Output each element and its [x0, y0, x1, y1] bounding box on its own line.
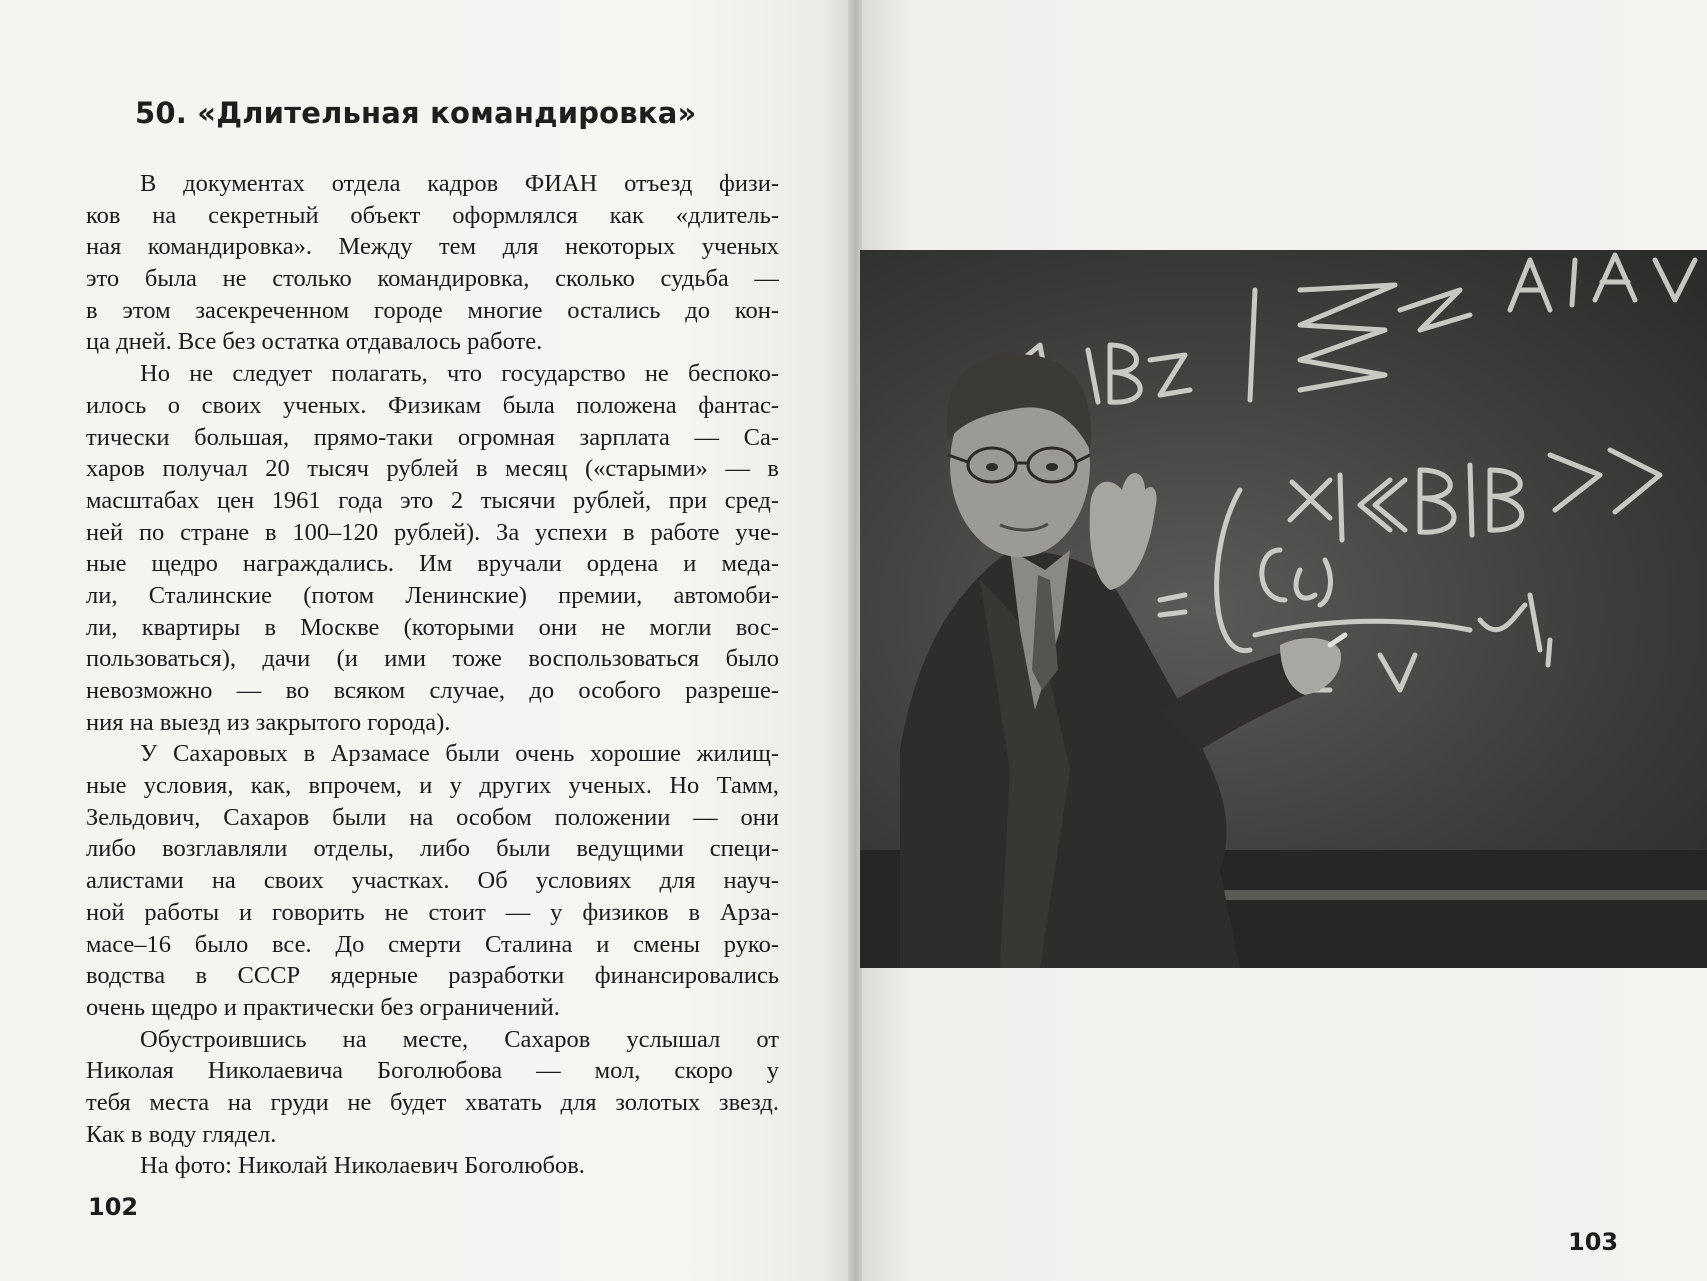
photo-caption: На фото: Николай Николаевич Боголюбов.: [140, 1152, 585, 1180]
chapter-title: 50. «Длительная командировка»: [135, 96, 697, 130]
text-line: невозможно — во всяком случае, до особого разреше-: [86, 677, 779, 704]
text-line: ния на выезд из закрытого города).: [86, 708, 451, 736]
text-line: ней по стране в 100–120 рублей). За успехи в работе уче-: [86, 518, 779, 546]
text-line: ли, Сталинские (потом Ленинские) премии, автомоби-: [86, 581, 779, 609]
text-line: Как в воду глядел.: [86, 1120, 277, 1148]
text-line: ная командировка». Между тем для некоторых ученых: [86, 233, 779, 261]
text-line: Зельдович, Сахаров были на особом положении — они: [86, 803, 779, 831]
text-line: тебя места на груди не будет хватать для золотых звезд.: [86, 1088, 779, 1116]
text-line: алистами на своих участках. Об условиях для науч-: [86, 867, 779, 895]
body-text: [86, 168, 779, 1182]
text-line: пользоваться), дачи (и ими тоже воспользоваться было: [86, 645, 779, 673]
text-line: ные условия, как, впрочем, и у других ученых. Но Тамм,: [86, 772, 779, 800]
text-line: харов получал 20 тысяч рублей в месяц («старыми» — в: [86, 455, 779, 483]
text-line: Николая Николаевича Боголюбова — мол, скоро у: [86, 1057, 779, 1085]
text-line: тически большая, прямо-таки огромная зарплата — Са-: [86, 423, 779, 451]
text-line: илось о своих ученых. Физикам была положена фантас-: [86, 391, 779, 419]
text-line: водства в СССР ядерные разработки финансировались: [86, 962, 779, 990]
text-line: ной работы и говорить не стоит — у физиков в Арза-: [86, 898, 779, 926]
text-line: У Сахаровых в Арзамасе были очень хорошие жилищ-: [140, 740, 779, 768]
text-line: ков на секретный объект оформлялся как «длитель-: [86, 201, 779, 229]
paragraph-2: [86, 358, 779, 738]
paragraph-3: [86, 738, 779, 1023]
text-line: ца дней. Все без остатка отдавалось работе.: [86, 328, 543, 356]
text-line: либо возглавляли отделы, либо были ведущими специ-: [86, 835, 779, 863]
paragraph-4: [86, 1024, 779, 1151]
photo-illustration: [860, 250, 1707, 968]
text-line: это была не столько командировка, сколько судьба —: [86, 265, 779, 293]
text-line: ли, квартиры в Москве (которыми они не могли вос-: [86, 613, 779, 641]
text-line: Но не следует полагать, что государство не беспоко-: [140, 360, 779, 388]
portrait-photo: [860, 250, 1707, 968]
text-line: масе–16 было все. До смерти Сталина и смены руко-: [86, 930, 779, 958]
text-line: В документах отдела кадров ФИАН отъезд физи-: [140, 170, 779, 197]
paragraph-1: [86, 168, 779, 358]
text-line: очень щедро и практически без ограничений.: [86, 993, 560, 1021]
text-line: масштабах цен 1961 года это 2 тысячи рублей, при сред-: [86, 486, 779, 514]
text-line: ные щедро награждались. Им вручали ордена и меда-: [86, 550, 779, 578]
text-line: в этом засекреченном городе многие остались до кон-: [86, 296, 779, 324]
text-line: Обустроившись на месте, Сахаров услышал от: [140, 1025, 779, 1053]
page-number-left: 102: [88, 1193, 139, 1221]
page-number-right: 103: [1568, 1228, 1619, 1256]
